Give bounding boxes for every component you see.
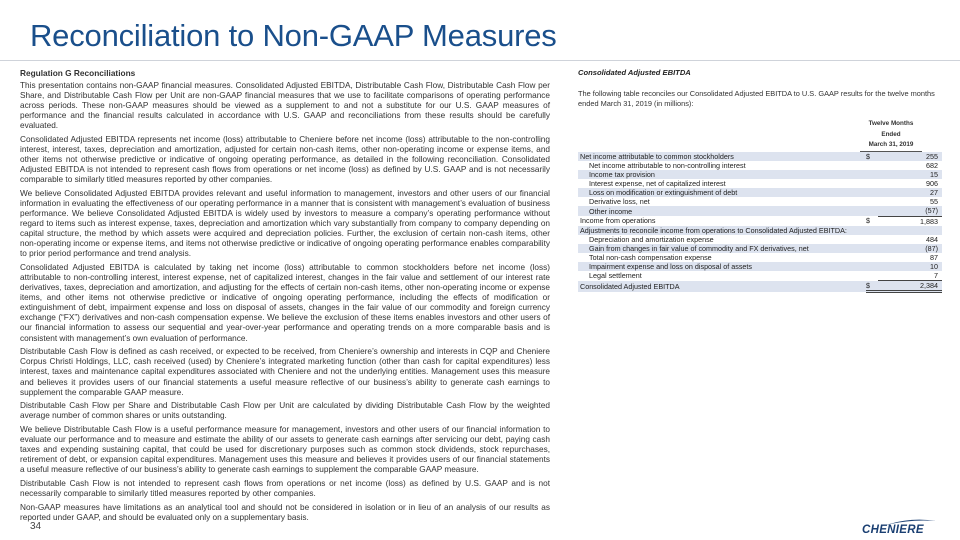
row-label: Interest expense, net of capitalized interest — [589, 179, 726, 189]
row-currency — [866, 197, 878, 206]
row-currency — [866, 244, 878, 253]
row-value: (87) — [878, 244, 942, 253]
row-currency: $ — [866, 216, 870, 226]
row-currency — [866, 226, 878, 235]
row-currency: $ — [866, 152, 878, 161]
row-label: Adjustments to reconcile income from operations to Consolidated Adjusted EBITDA: — [578, 226, 866, 235]
row-label: Impairment expense and loss on disposal of assets — [578, 262, 866, 271]
row-label: Net income attributable to common stockholders — [578, 152, 866, 161]
row-currency — [866, 206, 878, 216]
row-currency — [866, 161, 878, 170]
logo-wordmark: CHENIERE — [862, 524, 924, 536]
row-label: Net income attributable to non-controlling interest — [589, 161, 746, 170]
table-row — [578, 253, 942, 262]
table-row — [578, 216, 942, 226]
row-currency — [866, 271, 878, 281]
row-value: (57) — [878, 206, 942, 216]
ebitda-section — [578, 68, 942, 293]
table-row — [578, 197, 942, 206]
table-row — [578, 206, 942, 216]
row-label: Loss on modification or extinguishment of debt — [578, 188, 866, 197]
row-label: Consolidated Adjusted EBITDA — [578, 281, 866, 292]
paragraph: Consolidated Adjusted EBITDA represents net income (loss) attributable to Cheniere before net income (loss) attributable to the non-controlling interest, interest, taxes, depreciation and amortization, adjusted for certain non-cash items, other non-operating income or expense items, and other items not otherwise predictive or indicative of ongoing operating performance, as detailed in the following reconciliation. Consolidated Adjusted EBITDA is not intended to represent cash flows from operations or net income (loss) as defined by U.S. GAAP and is not necessarily comparable to similarly titled measures reported by other companies. — [20, 135, 550, 185]
table-row — [578, 179, 942, 188]
paragraph: We believe Distributable Cash Flow is a useful performance measure for management, investors and other users of our financial information to evaluate our performance and to measure and estimate the ability of our assets to generate cash earnings after servicing our debt, paying cash taxes and expending sustaining capital, that could be used for discretionary purposes such as common stock dividends, stock repurchases, retirement of debt, or expansion capital expenditures. Management uses this measure and believes it provides users of our financial statements a useful measure reflective of our business’s ability to generate cash earnings to supplement the comparable GAAP measure. — [20, 425, 550, 475]
row-value: 87 — [930, 252, 938, 262]
row-currency — [866, 170, 878, 179]
paragraph: We believe Consolidated Adjusted EBITDA provides relevant and useful information to management, investors and other users of our financial information in evaluating the effectiveness of our operating performance in a manner that is consistent with management’s evaluation of business performance. We believe Consolidated Adjusted EBITDA is widely used by investors to measure a company’s operating performance without regard to items such as interest expense, taxes, depreciation and amortization which vary substantially from company to company depending on capital structure, the method by which assets were acquired and depreciation policies. Further, the exclusion of certain non-cash items, other non-operating income or expense items, and items not otherwise predictive or indicative of ongoing operating performance enables comparability to prior period performance and trend analysis. — [20, 189, 550, 259]
reconciliation-table — [578, 152, 942, 293]
table-row — [578, 281, 942, 292]
table-row — [578, 235, 942, 244]
row-label: Depreciation and amortization expense — [589, 234, 714, 244]
row-value — [878, 226, 942, 235]
row-currency — [866, 188, 878, 197]
row-currency — [866, 235, 878, 244]
column-header-line: Twelve Months — [868, 120, 914, 128]
paragraph: Distributable Cash Flow is defined as cash received, or expected to be received, from Cheniere’s ownership and interests in CQP and Cheniere Corpus Christi Holdings, LLC, cash received (used) by Cheniere’s integrated marketing function (other than cash for capital expenditures) less interest, taxes and maintenance capital expenditures associated with Cheniere and not the underlying entities. Management uses this measure and believes it provides users of our financial statements a useful measure reflective of our business’s ability to generate cash earnings to supplement the comparable GAAP measure. — [20, 347, 550, 397]
paragraph: Non-GAAP measures have limitations as an analytical tool and should not be considered in isolation or in lieu of an analysis of our results as reported under GAAP, and should be evaluated only on a supplementary basis. — [20, 503, 550, 523]
row-currency — [866, 262, 878, 271]
column-header — [578, 119, 942, 152]
regulation-g-heading: Regulation G Reconciliations — [20, 68, 136, 78]
title-divider — [0, 60, 960, 61]
ebitda-heading: Consolidated Adjusted EBITDA — [578, 68, 691, 77]
paragraph: This presentation contains non-GAAP financial measures. Consolidated Adjusted EBITDA, Distributable Cash Flow, Distributable Cash Flow per Share, and Distributable Cash Flow per Unit are non-GAAP financial measures that we use to facilitate comparisons of operating performance across periods. These non-GAAP measures should be viewed as a supplement to and not a substitute for our U.S. GAAP measures of performance and the financial results calculated in accordance with U.S. GAAP and reconciliations from these results should be carefully evaluated. — [20, 81, 550, 131]
row-label: Gain from changes in fair value of commodity and FX derivatives, net — [578, 244, 866, 253]
row-value: 27 — [878, 188, 942, 197]
table-row — [578, 152, 942, 161]
row-value: 1,883 — [920, 216, 938, 226]
row-label: Derivative loss, net — [589, 197, 650, 207]
row-label: Other income — [578, 206, 866, 216]
row-currency: $ — [866, 281, 878, 292]
cheniere-logo — [858, 518, 938, 538]
row-value: 255 — [878, 152, 942, 161]
row-value: 55 — [930, 197, 938, 207]
table-row — [578, 161, 942, 170]
table-row — [578, 244, 942, 253]
paragraph: Consolidated Adjusted EBITDA is calculated by taking net income (loss) attributable to common stockholders before net income (loss) attributable to non-controlling interest, interest expense, net of capitalized interest, changes in the fair value and settlement of our interest rate derivatives, taxes, depreciation and amortization, and adjusting for the effects of certain non-cash items, other non-operating income or expense items, and other items not otherwise predictive or indicative of ongoing operating performance, including the effects of modification or extinguishment of debt, impairment expense and loss on disposal of assets, changes in the fair value of our commodity and foreign currency exchange (“FX”) derivatives and non-cash compensation expense. We believe the exclusion of these items enables investors and other users of our financial information to assess our sequential and year-over-year performance and operating trends on a more comparable basis and is consistent with management’s own evaluation of performance. — [20, 263, 550, 343]
column-header-date: March 31, 2019 — [860, 140, 922, 152]
row-value: 15 — [878, 170, 942, 179]
row-value: 906 — [926, 179, 938, 189]
paragraph: Distributable Cash Flow is not intended to represent cash flows from operations or net income (loss) as defined by U.S. GAAP and is not necessarily comparable to similarly titled measures reported by other companies. — [20, 479, 550, 499]
table-row — [578, 262, 942, 271]
table-row — [578, 170, 942, 179]
page-title: Reconciliation to Non-GAAP Measures — [30, 18, 557, 53]
page-number: 34 — [30, 521, 42, 532]
row-label: Income from operations — [580, 216, 656, 226]
row-value: 484 — [926, 234, 938, 244]
row-value: 10 — [878, 262, 942, 271]
row-currency — [866, 253, 878, 262]
table-row — [578, 188, 942, 197]
table-row — [578, 226, 942, 235]
row-label: Total non-cash compensation expense — [589, 252, 712, 262]
regulation-g-section — [20, 68, 550, 527]
row-value: 7 — [878, 271, 942, 281]
table-row — [578, 271, 942, 281]
ebitda-intro: The following table reconciles our Consolidated Adjusted EBITDA to U.S. GAAP results for the twelve months ended March 31, 2019 (in millions): — [578, 89, 935, 109]
row-currency — [866, 179, 878, 188]
row-label: Income tax provision — [578, 170, 866, 179]
paragraph: Distributable Cash Flow per Share and Distributable Cash Flow per Unit are calculated by dividing Distributable Cash Flow by the weighted average number of common shares or units outstanding. — [20, 401, 550, 421]
column-header-line: Ended — [881, 130, 901, 138]
row-label: Legal settlement — [589, 271, 642, 281]
row-value: 682 — [926, 161, 938, 170]
row-value: 2,384 — [878, 281, 942, 292]
